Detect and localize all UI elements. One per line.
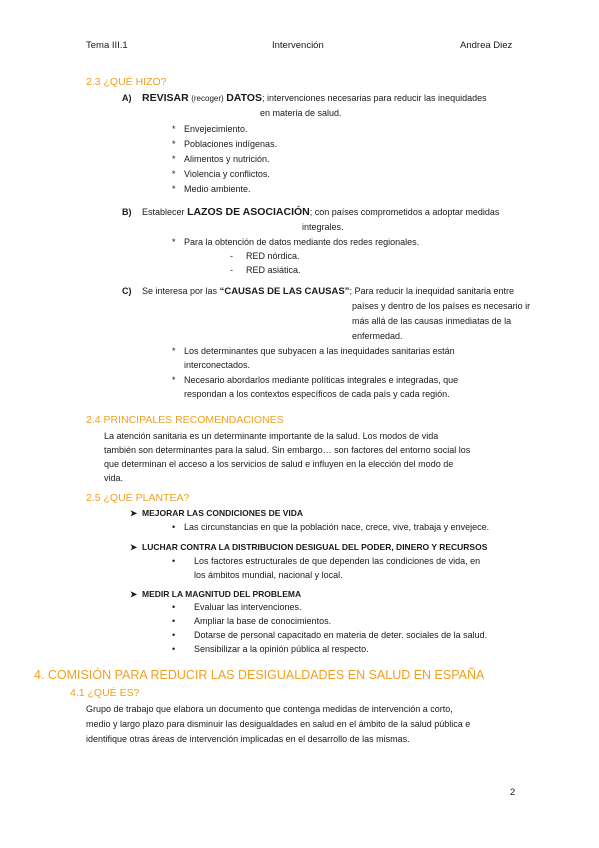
list-item: * Poblaciones indígenas. [172,139,278,149]
handwritten-causas: “CAUSAS DE LAS CAUSAS” [219,286,350,297]
item-a-line1 [122,92,487,104]
list-item: • Ampliar la base de conocimientos. [172,616,332,626]
label-a: A) [122,93,132,103]
list-item: • Dotarse de personal capacitado en materia de deter. sociales de la salud. [172,630,488,640]
sub-list-item: - RED nórdica. [230,251,300,261]
text-c: más allá de las causas inmediatas de la [352,316,512,326]
list-item: * Medio ambiente. [172,184,251,194]
item-c-line1: C) Se interesa por las “CAUSAS DE LAS CAUSAS”; Para reducir la inequidad sanitaria entre [122,286,515,297]
paragraph-line: Grupo de trabajo que elabora un documento que contenga medidas de intervención a corto, [86,704,453,714]
label-c: C) [122,286,132,296]
list-item: • Las circunstancias en que la población nace, crece, vive, trabaja y envejece. [172,522,490,532]
arrow-icon: ➤ [130,542,138,552]
list-item: * Violencia y conflictos. [172,169,270,179]
section-title-2-4: 2.4 PRINCIPALES RECOMENDACIONES [86,414,284,426]
item-b-line1: B) Establecer LAZOS DE ASOCIACIÓN; con países comprometidos a adoptar medidas [122,206,500,218]
list-item: • Sensibilizar a la opinión pública al respecto. [172,644,369,654]
paragraph-line: vida. [104,473,124,483]
text-b2: integrales. [302,222,344,232]
text-a2: en materia de salud. [260,108,342,118]
handwritten-lazos: LAZOS DE ASOCIACIÓN [187,206,310,218]
header-left: Tema III.1 [86,40,128,51]
paragraph-line: también son determinantes para la salud. Sin embargo… son factores del entorno social los [104,445,471,455]
list-item: • Evaluar las intervenciones. [172,602,302,612]
page-number: 2 [510,787,516,798]
text-c: enfermedad. [352,331,403,341]
paragraph-line: identifique otras áreas de intervención implicadas en el desarrollo de las mismas. [86,734,410,744]
handwritten-revisar: REVISAR [142,92,189,104]
list-item-cont: los ámbitos mundial, nacional y local. [194,570,343,580]
header-center: Intervención [272,40,324,51]
list-item: * Los determinantes que subyacen a las inequidades sanitarias están [172,346,455,356]
paragraph-line: que determinan el acceso a los servicios de salud e influyen en la elección del modo de [104,459,454,469]
section-title-4: 4. COMISIÓN PARA REDUCIR LAS DESIGUALDADES EN SALUD EN ESPAÑA [34,668,485,682]
arrow-heading: ➤ MEJORAR LAS CONDICIONES DE VIDA [130,508,304,518]
list-item: * Envejecimiento. [172,124,248,134]
paragraph-line: medio y largo plazo para disminuir las desigualdades en salud en el ámbito de la salud pública e [86,719,471,729]
list-item: * Para la obtención de datos mediante dos redes regionales. [172,237,420,247]
section-title-2-3: 2.3 ¿QUÉ HIZO? [86,76,167,88]
list-item: * Necesario abordarlos mediante políticas integrales e integradas, que [172,375,459,385]
list-item-cont: respondan a los contextos específicos de cada país y cada región. [184,389,450,399]
paragraph-line: La atención sanitaria es un determinante importante de la salud. Los modos de vida [104,431,439,441]
text-c: países y dentro de los países es necesario ir [352,301,531,311]
section-title-4-1: 4.1 ¿QUÉ ES? [70,687,140,699]
text-a1: ; intervenciones necesarias para reducir las inequidades [261,93,487,103]
label-b: B) [122,207,132,217]
arrow-icon: ➤ [130,589,138,599]
handwritten-datos: DATOS [226,92,262,104]
sub-list-item: - RED asiática. [230,265,301,275]
header-right: Andrea Diez [460,40,513,51]
list-item-cont: interconectados. [184,360,251,370]
arrow-icon: ➤ [130,508,138,518]
small-recoger: (recoger) [191,94,224,103]
arrow-heading: ➤ MEDIR LA MAGNITUD DEL PROBLEMA [130,589,302,599]
arrow-heading: ➤ LUCHAR CONTRA LA DISTRIBUCION DESIGUAL DEL PODER, DINERO Y RECURSOS [130,542,488,552]
section-title-2-5: 2.5 ¿QUÉ PLANTEA? [86,492,190,504]
list-item: • Los factores estructurales de que dependen las condiciones de vida, en [172,556,481,566]
list-item: * Alimentos y nutrición. [172,154,270,164]
